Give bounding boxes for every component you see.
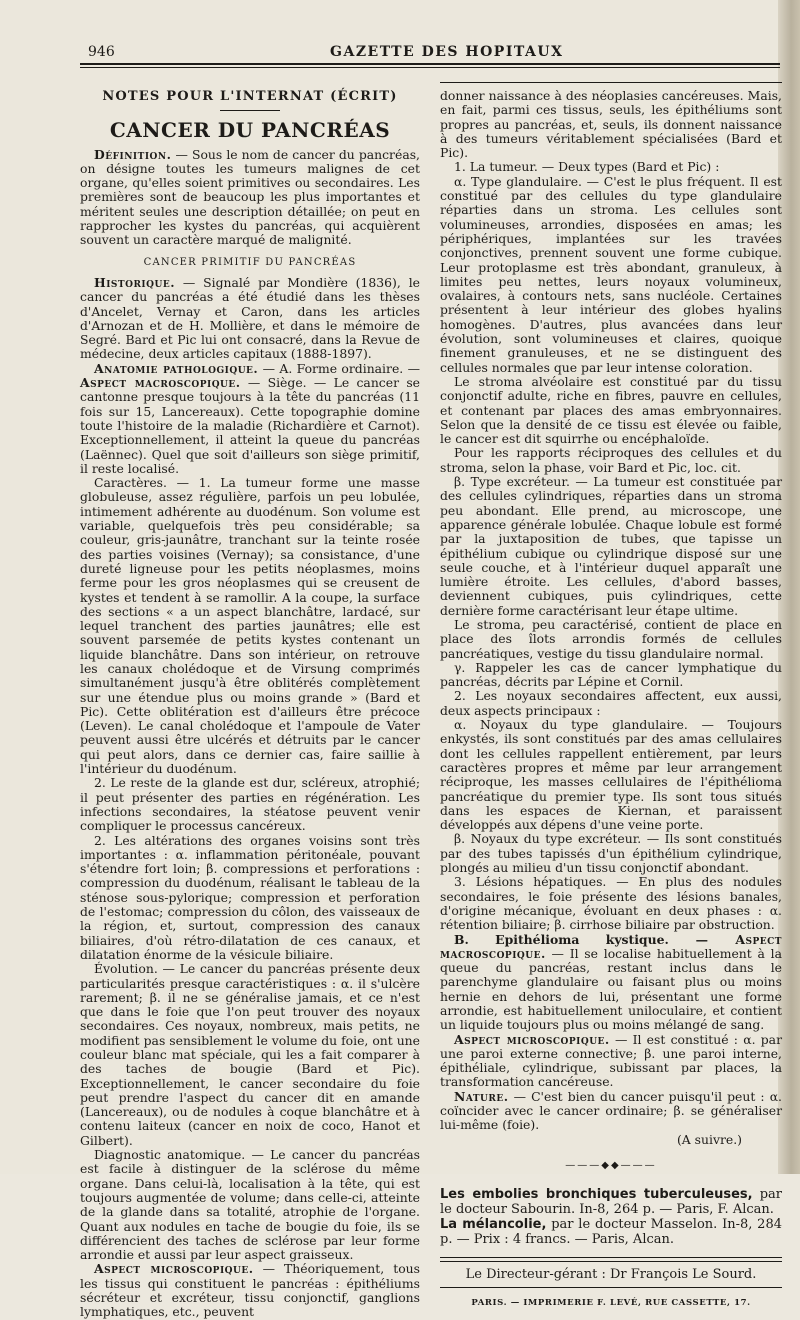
footer-rule-2 [440,1261,782,1262]
paragraph-type-excreteur: β. Type excréteur. — La tumeur est constituée par des cellules cylindriques, réparties dans un stroma peu abondant. Elle prend, au microscope, une apparence générale lobulée. Chaque lobule est formé par la juxtaposition de tubes, que tapisse un épithélium cubique ou cylindrique disposé sur une seule couche, et à l'intérieur duquel apparaît une lumière étroite. Les cellules, d'abord basses, deviennent cubiques, puis cylindriques, cette dernière forme caractérisant leur étape ultime. [440,474,782,618]
historique-text: — Signalé par Mondière (1836), le cancer du pancréas a été étudié dans les thèses d'Ancelet, Vernay et Caron, dans les articles d'Arnozan et de H. Mollière, et dans le mémoire de Segré. Bard et Pic lui ont consacré, dans la Revue de médecine, deux articles capitaux (1888-1897). [80,274,420,362]
section-ornament: ———◆◆——— [565,1159,657,1171]
book-2-details: par le docteur Masselon. In-8, 284 p. — Prix : 4 francs. — Paris, Alcan. [440,1217,782,1248]
footer-rule [440,1257,782,1258]
book-2-title: La mélancolie, [440,1217,547,1233]
paragraph-lesions-hepatiques: 3. Lésions hépatiques. — En plus des nodules secondaires, le foie présente des lésions banales, d'origine mécanique, évoluant en deux phases : α. rétention biliaire; β. cirrhose biliaire par obstruction. [440,874,782,933]
title-rule [220,110,280,111]
historique-label: Historique. [94,274,176,290]
kystique-micro-label: Aspect microscopique. [454,1031,610,1047]
section-title: NOTES POUR L'INTERNAT (ÉCRIT) [102,89,398,104]
anatomie-label: Anatomie pathologique. [94,360,259,376]
nature-text: — C'est bien du cancer puisqu'il peut : α. coïncider avec le cancer ordinaire; β. se généraliser lui-même (foie). [440,1088,782,1133]
column-rule [440,82,782,83]
paragraph-continuation: donner naissance à des néoplasies cancéreuses. Mais, en fait, parmi ces tissus, seuls, les épithéliums sont propres au pancréas, et, seuls, ils donnent naissance à des tumeurs véritablement spécialisées (Bard et Pic). [440,88,782,161]
book-1-title: Les embolies bronchiques tuberculeuses, [440,1187,753,1203]
right-column [440,80,782,1310]
printer-imprint: PARIS. — IMPRIMERIE F. LEVÉ, RUE CASSETTE, 17. [471,1297,751,1308]
paragraph-stroma: Le stroma alvéolaire est constitué par du tissu conjonctif adulte, riche en fibres, pauvre en cellules, et contenant par places des amas embryonnaires. Selon que la densité de ce tissu est élevée ou faible, le cancer est dit squirrhe ou encéphaloïde. [440,373,782,447]
kystique-micro-text: — Il est constitué : α. par une paroi externe connective; β. une paroi interne, épithéliale, cylindrique, subissant par places, la transformation cancéreuse. [440,1031,782,1090]
header-rule [80,63,780,65]
paragraph-noyaux: 2. Les noyaux secondaires affectent, eux aussi, deux aspects principaux : [440,688,782,718]
aspect-micro-text: — Théoriquement, tous les tissus qui constituent le pancréas : épithéliums sécréteur et excréteur, tissu conjonctif, ganglions lymphatiques, etc., peuvent [80,1261,420,1320]
paragraph-aspect-micro [80,1262,420,1319]
aspect-micro-label: Aspect microscopique. [94,1261,254,1277]
definition-label: Définition. [94,146,172,162]
aspect-macro-text: — Siège. — Le cancer se cantonne presque toujours à la tête du pancréas (11 fois sur 15, Lancereaux). Cette topographie domine toute l'histoire de la maladie (Richardière et Carnot). Exceptionnellement, il atteint la queue du pancréas (Laënnec). Quel que soit d'ailleurs son siège primitif, il reste localisé. [80,375,421,476]
footer-rule-3 [440,1287,782,1288]
paragraph-historique [80,276,420,362]
paragraph-stroma-2: Le stroma, peu caractérisé, contient de place en place des îlots arrondis formés de cellules pancréatiques, vestige du tissu glandulaire normal. [440,616,782,661]
paragraph-rapports: Pour les rapports réciproques des cellules et du stroma, selon la phase, voir Bard et Pic, loc. cit. [440,445,782,475]
paragraph-caracteres: Caractères. — 1. La tumeur forme une masse globuleuse, assez régulière, parfois un peu lobulée, intimement adhérente au duodénum. Son volume est variable, quelquefois très peu considérable; sa couleur, gris-jaunâtre, tranchant sur la teinte rosée des parties voisines (Vernay); sa consistance, d'une dureté ligneuse pour les petits néoplasmes, moins ferme pour les gros néoplasmes qui se creusent de kystes et tendent à se ramollir. A la coupe, la surface des sections « a un aspect blanchâtre, lardacé, sur lequel tranchent des parties jaunâtres; elle est souvent parsemée de petits kystes contenant un liquide blanchâtre. Dans son intérieur, on retrouve les canaux cholédoque et de Virsung comprimés simultanément jusqu'à être oblitérés complètement sur une étendue plus ou moins grande » (Bard et Pic). Cette oblitération est d'ailleurs être précoce (Leven). Le canal cholédoque et l'ampoule de Vater peuvent aussi être ulcérés et détruits par le cancer qui peut alors, dans ce dernier cas, faire saillie à l'intérieur du duodénum. [80,475,420,777]
nature-label: Nature. [454,1088,509,1104]
book-notice-1 [440,1187,782,1217]
paragraph-anatomie [80,362,420,476]
page-number: 946 [88,44,115,60]
paragraph-lymphatique: γ. Rappeler les cas de cancer lymphatique du pancréas, décrits par Lépine et Cornil. [440,659,782,690]
paragraph-epithelioma-kystique [440,933,782,1033]
paragraph-evolution: Évolution. — Le cancer du pancréas présente deux particularités presque caractéristiques : α. il s'ulcère rarement; β. il ne se généralise jamais, et ce n'est que dans le foie que l'on peut trouver des noyaux secondaires. Ces noyaux, nombreux, mais petits, ne modifient pas sensiblement le volume du foie, ont une couleur blanc mat spéciale, qui les a fait comparer à des taches de bougie (Bard et Pic). Exceptionnellement, le cancer secondaire du foie peut prendre l'aspect du cancer dit en amande (Lancereaux), ou de nodules à coque blanchâtre et à contenu laiteux (cancer en noix de coco, Hanot et Gilbert). [80,961,420,1148]
subsection-title: CANCER PRIMITIF DU PANCRÉAS [143,256,357,268]
director-line: Le Directeur-gérant : Dr François Le Sourd. [465,1267,757,1283]
book-notice-2 [440,1217,782,1247]
anatomie-text: — A. Forme ordinaire. — [258,360,420,376]
book-1-details: par le docteur Sabourin. In-8, 264 p. — Paris, F. Alcan. [440,1187,782,1218]
paragraph-noyaux-glandulaire: α. Noyaux du type glandulaire. — Toujours enkystés, ils sont constitués par des amas cellulaires dont les cellules rappellent entièrement, par leurs caractères propres et même par leur arrangement réciproque, les masses cellulaires de l'épithélioma pancréatique du premier type. Ils sont tous situés dans les espaces de Kiernan, et paraissent développés aux dépens d'une veine porte. [440,717,782,833]
epithelioma-text: — Il se localise habituellement à la queue du pancréas, restant inclus dans le parenchyme glandulaire ou faisant plus ou moins hernie en dehors de lui, présentant une forme arrondie, est habituellement uniloculaire, et contient un liquide toujours plus ou moins mélangé de sang. [440,945,782,1033]
aspect-macro-label: Aspect macroscopique. [80,375,241,391]
paragraph-reste-glande: 2. Le reste de la glande est dur, scléreux, atrophié; il peut présenter des parties en régénération. Les infections secondaires, la stéatose peuvent venir compliquer le processus cancéreux. [80,775,420,834]
page-header [80,40,780,70]
paragraph-noyaux-excreteur: β. Noyaux du type excréteur. — Ils sont constitués par des tubes tapissés d'un épithélium cylindrique, plongés au milieu d'un tissu conjonctif abondant. [440,831,782,876]
paragraph-definition [80,148,420,248]
definition-text: — Sous le nom de cancer du pancréas, on désigne toutes les tumeurs malignes de cet organe, qu'elles soient primitives ou secondaires. Les premières sont de beaucoup les plus importantes et méritent seules une description détaillée; on peut en rapprocher les kystes du pancréas, qui acquièrent souvent un caractère marqué de malignité. [80,146,420,248]
paragraph-type-glandulaire: α. Type glandulaire. — C'est le plus fréquent. Il est constitué par des cellules du type glandulaire réparties dans un stroma. Les cellules sont volumineuses, arrondies, disposées en amas; les périphériques, implantées sur les travées conjonctives, prennent souvent une forme cubique. Leur protoplasme est très abondant, granuleux, à limites peu nettes, leurs noyaux volumineux, ovalaires, à contours nets, sans nucléole. Certaines présentent à leur intérieur des globes hyalins homogènes. D'autres, plus avancées dans leur évolution, sont volumineuses et claires, quoique finement granuleuses, et ne se distinguent des cellules normales que par leur intense coloration. [440,173,782,375]
to-be-continued: (A suivre.) [676,1131,742,1147]
paragraph-kystique-micro [440,1033,782,1090]
left-column [80,80,420,1320]
paragraph-tumeur: 1. La tumeur. — Deux types (Bard et Pic) : [454,159,720,175]
paragraph-alterations: 2. Les altérations des organes voisins sont très importantes : α. inflammation péritonéale, pouvant s'étendre fort loin; β. compressions et perforations : compression du duodénum, réalisant le tableau de la sténose sous-pylorique; compression et perforation de l'estomac; compression du côlon, des vaisseaux de la région, et, surtout, compression des canaux biliaires, d'où rétro-dilatation de ces canaux, et dilatation énorme de la vésicule biliaire. [80,832,420,962]
article-title: CANCER DU PANCRÉAS [109,118,391,143]
paragraph-diagnostic: Diagnostic anatomique. — Le cancer du pancréas est facile à distinguer de la sclérose du même organe. Dans celui-là, localisation à la tête, qui est toujours augmentée de volume; dans celle-ci, atteinte de la glande dans sa totalité, atrophie de l'organe. Quant aux nodules en tache de bougie du foie, ils se différencient des taches de sclérose par leur forme arrondie et aussi par leur aspect graisseux. [80,1147,420,1263]
epithelioma-heading: B. Epithélioma kystique. [454,931,669,947]
paragraph-nature [440,1090,782,1133]
running-title: GAZETTE DES HOPITAUX [330,44,564,60]
epithelioma-macro-label: — Aspect macroscopique. [440,931,782,961]
header-rule-thin [80,67,780,68]
